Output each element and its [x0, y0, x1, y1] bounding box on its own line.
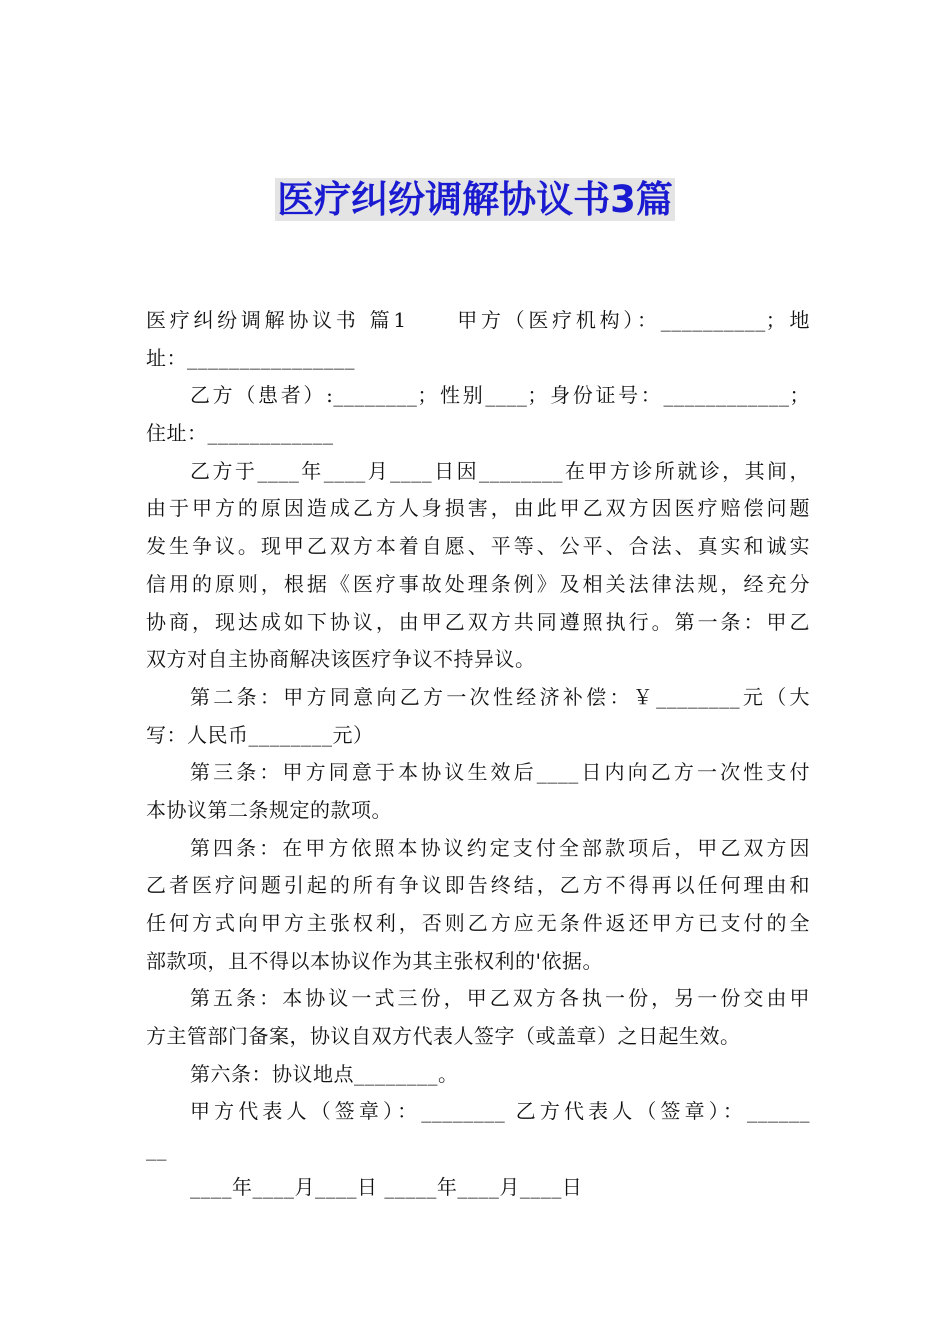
body-line: 第五条：本协议一式三份，甲乙双方各执一份，另一份交由甲	[190, 986, 810, 1011]
body-line: 由于甲方的原因造成乙方人身损害，由此甲乙双方因医疗赔偿问题	[146, 496, 810, 521]
document-title	[0, 176, 950, 224]
body-line: 第三条：甲方同意于本协议生效后____日内向乙方一次性支付	[190, 760, 810, 785]
body-line: 发生争议。现甲乙双方本着自愿、平等、公平、合法、真实和诚实	[146, 534, 810, 559]
body-line: 第四条：在甲方依照本协议约定支付全部款项后，甲乙双方因	[190, 835, 810, 860]
body-line: 乙方（患者）:________；性别____；身份证号：____________；	[190, 383, 810, 408]
body-line: 住址：____________	[146, 421, 334, 446]
body-line: 医疗纠纷调解协议书 篇1 甲方（医疗机构）：__________；地	[146, 308, 810, 332]
body-line: __	[146, 1137, 167, 1162]
document-title-text: 医疗纠纷调解协议书3篇	[277, 178, 673, 221]
body-line: 部款项，且不得以本协议作为其主张权利的'依据。	[146, 948, 603, 973]
body-line: 协商，现达成如下协议，由甲乙双方共同遵照执行。第一条：甲乙	[146, 609, 810, 634]
body-line: 双方对自主协商解决该医疗争议不持异议。	[146, 647, 536, 672]
body-line: 信用的原则，根据《医疗事故处理条例》及相关法律法规，经充分	[146, 571, 810, 596]
body-line: 方主管部门备案，协议自双方代表人签字（或盖章）之日起生效。	[146, 1024, 741, 1049]
body-line: 本协议第二条规定的款项。	[146, 797, 392, 822]
body-line: 第六条：协议地点________。	[190, 1061, 459, 1086]
body-line: 甲方代表人（签章）：________ 乙方代表人（签章）：______	[190, 1099, 810, 1124]
body-line: 写：人民币________元）	[146, 722, 374, 747]
body-line: ____年____月____日 _____年____月____日	[190, 1174, 583, 1199]
body-line: 乙方于____年____月____日因________在甲方诊所就诊，其间，	[190, 458, 810, 483]
document-body	[146, 302, 810, 1207]
body-line: 第二条：甲方同意向乙方一次性经济补偿：￥________元（大	[190, 684, 810, 709]
body-line: 乙者医疗问题引起的所有争议即告终结，乙方不得再以任何理由和	[146, 873, 810, 898]
body-line: 任何方式向甲方主张权利，否则乙方应无条件返还甲方已支付的全	[146, 911, 810, 935]
body-line: 址：________________	[146, 345, 355, 370]
